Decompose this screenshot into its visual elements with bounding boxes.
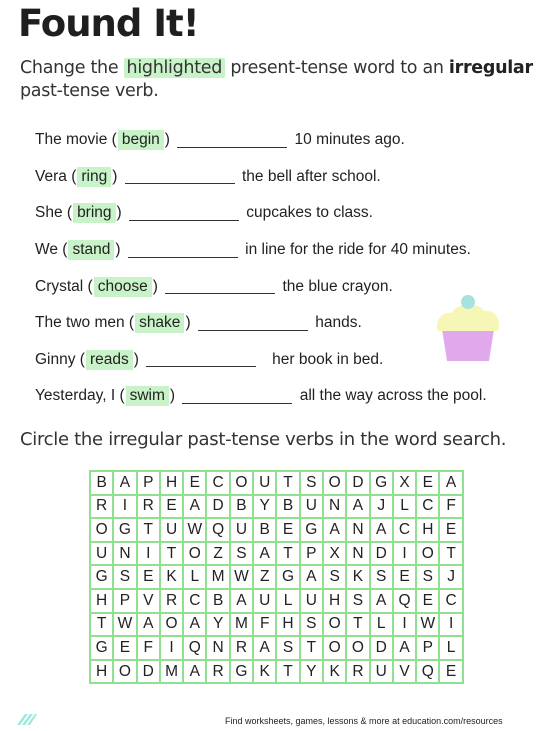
sentence-row [35, 232, 535, 269]
grid-letter[interactable]: G [91, 637, 114, 661]
grid-letter[interactable]: S [301, 614, 324, 638]
grid-letter[interactable]: S [114, 566, 137, 590]
grid-letter[interactable]: U [231, 519, 254, 543]
grid-letter[interactable]: F [440, 496, 463, 520]
grid-letter[interactable]: S [371, 566, 394, 590]
grid-letter[interactable]: S [277, 637, 300, 661]
answer-blank[interactable] [146, 352, 256, 367]
sentence-before: Ginny ( [35, 350, 85, 368]
grid-letter[interactable]: A [184, 614, 207, 638]
word-search-grid[interactable] [89, 470, 464, 684]
grid-letter[interactable]: L [184, 566, 207, 590]
grid-letter[interactable]: H [324, 590, 347, 614]
grid-letter[interactable]: M [231, 614, 254, 638]
grid-letter[interactable]: Z [254, 566, 277, 590]
grid-letter[interactable]: C [207, 472, 230, 496]
grid-letter[interactable]: A [371, 519, 394, 543]
grid-letter[interactable]: A [301, 566, 324, 590]
grid-letter[interactable]: W [114, 614, 137, 638]
answer-blank[interactable] [177, 133, 287, 148]
grid-letter[interactable]: W [231, 566, 254, 590]
grid-letter[interactable]: K [324, 661, 347, 685]
verb-highlight: swim [126, 386, 169, 406]
grid-letter[interactable]: H [417, 519, 440, 543]
grid-letter[interactable]: W [184, 519, 207, 543]
verb-highlight: bring [73, 203, 115, 223]
grid-letter[interactable]: A [440, 472, 463, 496]
grid-letter[interactable]: S [231, 543, 254, 567]
grid-letter[interactable]: O [324, 614, 347, 638]
grid-letter[interactable]: D [347, 472, 370, 496]
grid-letter[interactable]: C [417, 496, 440, 520]
grid-letter[interactable]: E [417, 590, 440, 614]
grid-letter[interactable]: O [347, 637, 370, 661]
sentence-after: cupcakes to class. [242, 204, 373, 222]
grid-letter[interactable]: X [394, 472, 417, 496]
sentence-list [35, 122, 535, 415]
sentence-after: hands. [310, 314, 362, 332]
sentence-before: We ( [35, 241, 68, 259]
sentence-before: She ( [35, 204, 73, 222]
grid-letter[interactable]: O [184, 543, 207, 567]
grid-letter[interactable]: S [417, 566, 440, 590]
instructions-text-2: present-tense word to an [225, 58, 449, 78]
grid-letter[interactable]: K [161, 566, 184, 590]
sentence-after: 10 minutes ago. [290, 131, 405, 149]
grid-letter[interactable]: A [254, 637, 277, 661]
grid-letter[interactable]: F [254, 614, 277, 638]
grid-letter[interactable]: I [114, 496, 137, 520]
grid-letter[interactable]: D [138, 661, 161, 685]
grid-letter[interactable]: R [231, 637, 254, 661]
grid-letter[interactable]: U [254, 590, 277, 614]
grid-letter[interactable]: L [440, 637, 463, 661]
verb-highlight: shake [135, 313, 184, 333]
grid-letter[interactable]: H [91, 661, 114, 685]
grid-letter[interactable]: Q [394, 590, 417, 614]
grid-letter[interactable]: A [138, 614, 161, 638]
grid-letter[interactable]: D [371, 637, 394, 661]
grid-letter[interactable]: K [347, 566, 370, 590]
grid-letter[interactable]: M [207, 566, 230, 590]
grid-letter[interactable]: U [161, 519, 184, 543]
grid-letter[interactable]: N [347, 543, 370, 567]
grid-letter[interactable]: P [114, 590, 137, 614]
grid-letter[interactable]: E [184, 472, 207, 496]
wordsearch-title: Circle the irregular past-tense verbs in the word search. [20, 429, 507, 450]
sentence-close-paren: ) [164, 131, 175, 149]
grid-letter[interactable]: P [417, 637, 440, 661]
grid-letter[interactable]: G [231, 661, 254, 685]
grid-letter[interactable]: C [394, 519, 417, 543]
grid-letter[interactable]: O [324, 472, 347, 496]
page-title: Found It! [18, 2, 199, 45]
grid-letter[interactable]: E [440, 519, 463, 543]
verb-highlight: reads [86, 350, 133, 370]
grid-letter[interactable]: A [254, 543, 277, 567]
grid-letter[interactable]: X [324, 543, 347, 567]
grid-letter[interactable]: T [347, 614, 370, 638]
instructions [20, 57, 540, 103]
sentence-before: Vera ( [35, 167, 77, 185]
grid-letter[interactable]: K [254, 661, 277, 685]
grid-letter[interactable]: T [138, 519, 161, 543]
grid-letter[interactable]: J [440, 566, 463, 590]
grid-letter[interactable]: A [231, 590, 254, 614]
answer-blank[interactable] [198, 316, 308, 331]
grid-letter[interactable]: R [347, 661, 370, 685]
footer-text: Find worksheets, games, lessons & more at education.com/resources [225, 716, 503, 726]
grid-letter[interactable]: Q [417, 661, 440, 685]
grid-letter[interactable]: U [301, 590, 324, 614]
grid-letter[interactable]: B [91, 472, 114, 496]
grid-letter[interactable]: S [347, 590, 370, 614]
grid-letter[interactable]: Y [301, 661, 324, 685]
grid-letter[interactable]: U [371, 661, 394, 685]
grid-letter[interactable]: G [301, 519, 324, 543]
grid-letter[interactable]: B [277, 496, 300, 520]
grid-letter[interactable]: G [114, 519, 137, 543]
grid-letter[interactable]: R [91, 496, 114, 520]
grid-letter[interactable]: T [301, 637, 324, 661]
grid-letter[interactable]: I [394, 543, 417, 567]
grid-letter[interactable]: B [231, 496, 254, 520]
grid-letter[interactable]: A [394, 637, 417, 661]
grid-letter[interactable]: T [91, 614, 114, 638]
grid-letter[interactable]: G [91, 566, 114, 590]
answer-blank[interactable] [129, 206, 239, 221]
grid-letter[interactable]: D [207, 496, 230, 520]
grid-letter[interactable]: D [371, 543, 394, 567]
sentence-close-paren: ) [115, 241, 125, 259]
verb-highlight: ring [77, 167, 111, 187]
grid-letter[interactable]: I [161, 637, 184, 661]
grid-letter[interactable]: L [394, 496, 417, 520]
sentence-close-paren: ) [152, 277, 163, 295]
grid-letter[interactable]: A [114, 472, 137, 496]
grid-letter[interactable]: Z [207, 543, 230, 567]
grid-letter[interactable]: E [138, 566, 161, 590]
sentence-close-paren: ) [116, 204, 126, 222]
verb-highlight: begin [118, 130, 164, 150]
grid-letter[interactable]: I [138, 543, 161, 567]
grid-letter[interactable]: E [417, 472, 440, 496]
sentence-row [35, 122, 535, 159]
grid-letter[interactable]: I [394, 614, 417, 638]
grid-letter[interactable]: N [207, 637, 230, 661]
grid-letter[interactable]: A [184, 661, 207, 685]
grid-letter[interactable]: Y [254, 496, 277, 520]
grid-letter[interactable]: E [114, 637, 137, 661]
sentence-before: The two men ( [35, 314, 135, 332]
grid-letter[interactable]: U [254, 472, 277, 496]
sentence-before: Yesterday, I ( [35, 387, 125, 405]
grid-letter[interactable]: H [161, 472, 184, 496]
grid-letter[interactable]: C [440, 590, 463, 614]
grid-letter[interactable]: T [161, 543, 184, 567]
grid-letter[interactable]: O [114, 661, 137, 685]
sentence-close-paren: ) [133, 350, 144, 368]
sentence-before: Crystal ( [35, 277, 93, 295]
cupcake-icon [434, 293, 504, 363]
grid-letter[interactable]: O [417, 543, 440, 567]
grid-letter[interactable]: L [277, 590, 300, 614]
grid-letter[interactable]: E [277, 519, 300, 543]
grid-letter[interactable]: A [184, 496, 207, 520]
sentence-close-paren: ) [112, 167, 122, 185]
grid-letter[interactable]: N [114, 543, 137, 567]
grid-letter[interactable]: V [138, 590, 161, 614]
grid-letter[interactable]: N [324, 496, 347, 520]
sentence-after: all the way across the pool. [295, 387, 487, 405]
instructions-bold: irregular [448, 58, 533, 78]
instructions-text-1: Change the [20, 58, 124, 78]
grid-letter[interactable]: Q [207, 519, 230, 543]
grid-letter[interactable]: L [371, 614, 394, 638]
grid-letter[interactable]: Q [184, 637, 207, 661]
sentence-close-paren: ) [185, 314, 195, 332]
grid-letter[interactable]: O [161, 614, 184, 638]
sentence-row [35, 195, 535, 232]
grid-letter[interactable]: T [277, 472, 300, 496]
grid-letter[interactable]: H [91, 590, 114, 614]
instructions-highlight: highlighted [124, 58, 226, 78]
grid-letter[interactable]: S [324, 566, 347, 590]
answer-blank[interactable] [182, 389, 292, 404]
grid-letter[interactable]: I [440, 614, 463, 638]
grid-letter[interactable]: Y [207, 614, 230, 638]
sentence-after: the bell after school. [237, 167, 381, 185]
grid-letter[interactable]: R [207, 661, 230, 685]
sentence-before: The movie ( [35, 131, 117, 149]
grid-letter[interactable]: A [324, 519, 347, 543]
instructions-text-3: past-tense verb. [20, 81, 159, 101]
grid-letter[interactable]: B [254, 519, 277, 543]
answer-blank[interactable] [128, 243, 238, 258]
sentence-after: her book in bed. [259, 350, 384, 368]
grid-letter[interactable]: S [301, 472, 324, 496]
grid-letter[interactable]: H [277, 614, 300, 638]
grid-letter[interactable]: O [231, 472, 254, 496]
sentence-after: the blue crayon. [278, 277, 393, 295]
grid-letter[interactable]: U [301, 496, 324, 520]
sentence-close-paren: ) [169, 387, 180, 405]
grid-letter[interactable]: E [394, 566, 417, 590]
grid-letter[interactable]: A [371, 590, 394, 614]
grid-letter[interactable]: U [91, 543, 114, 567]
grid-letter[interactable]: P [301, 543, 324, 567]
grid-letter[interactable]: E [161, 496, 184, 520]
grid-letter[interactable]: T [277, 661, 300, 685]
grid-letter[interactable]: F [138, 637, 161, 661]
grid-letter[interactable]: T [440, 543, 463, 567]
grid-letter[interactable]: G [277, 566, 300, 590]
grid-letter[interactable]: P [138, 472, 161, 496]
grid-letter[interactable]: E [440, 661, 463, 685]
grid-letter[interactable]: W [417, 614, 440, 638]
grid-letter[interactable]: M [161, 661, 184, 685]
grid-letter[interactable]: O [91, 519, 114, 543]
answer-blank[interactable] [165, 279, 275, 294]
grid-letter[interactable]: A [347, 496, 370, 520]
education-logo-icon [16, 712, 38, 726]
grid-letter[interactable]: G [371, 472, 394, 496]
verb-highlight: stand [68, 240, 114, 260]
grid-letter[interactable]: V [394, 661, 417, 685]
grid-letter[interactable]: R [161, 590, 184, 614]
sentence-row [35, 378, 535, 415]
sentence-after: in line for the ride for 40 minutes. [240, 241, 471, 259]
sentence-row [35, 159, 535, 196]
grid-letter[interactable]: N [347, 519, 370, 543]
grid-letter[interactable]: B [207, 590, 230, 614]
grid-letter[interactable]: R [138, 496, 161, 520]
verb-highlight: choose [94, 277, 152, 297]
answer-blank[interactable] [125, 169, 235, 184]
grid-letter[interactable]: J [371, 496, 394, 520]
grid-letter[interactable]: O [324, 637, 347, 661]
grid-letter[interactable]: C [184, 590, 207, 614]
grid-letter[interactable]: T [277, 543, 300, 567]
